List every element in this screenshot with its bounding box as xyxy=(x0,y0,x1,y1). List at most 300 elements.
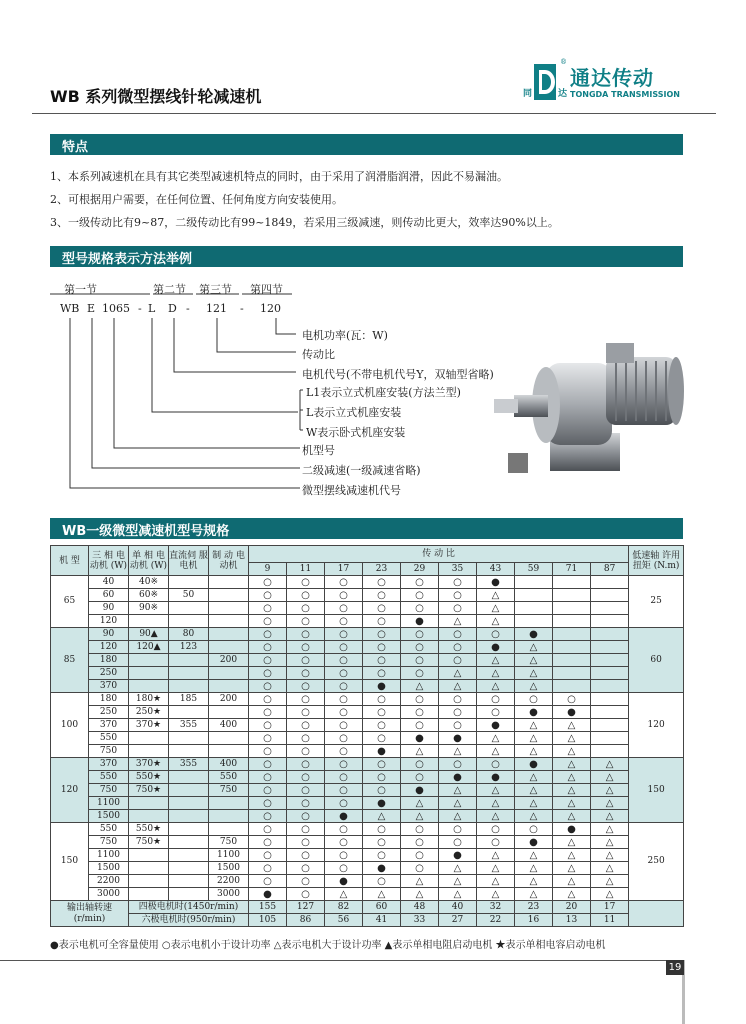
code-dash-3: - xyxy=(240,302,244,315)
table-row xyxy=(51,615,684,628)
brake-cell xyxy=(209,641,249,654)
ratio-mark-cell: △ xyxy=(553,732,591,745)
six-pole-speed: 86 xyxy=(287,914,325,927)
brake-cell: 2200 xyxy=(209,875,249,888)
table-row xyxy=(51,602,684,615)
single-phase-cell xyxy=(129,732,169,745)
ratio-mark-cell xyxy=(591,589,629,602)
six-pole-speed: 41 xyxy=(363,914,401,927)
ratio-mark-cell: △ xyxy=(553,745,591,758)
ratio-mark-cell: ○ xyxy=(249,823,287,836)
ratio-mark-cell: ○ xyxy=(363,784,401,797)
ratio-mark-cell: ● xyxy=(515,836,553,849)
ratio-mark-cell: ○ xyxy=(249,771,287,784)
ratio-mark-cell: ○ xyxy=(249,654,287,667)
ratio-mark-cell xyxy=(591,628,629,641)
three-phase-cell: 250 xyxy=(89,706,129,719)
ratio-mark-cell: ○ xyxy=(439,654,477,667)
ratio-mark-cell: ● xyxy=(515,628,553,641)
ratio-mark-cell: △ xyxy=(439,680,477,693)
ratio-mark-cell: ○ xyxy=(325,602,363,615)
ratio-mark-cell: △ xyxy=(477,810,515,823)
ratio-mark-cell: ○ xyxy=(325,771,363,784)
three-phase-cell: 370 xyxy=(89,719,129,732)
ratio-mark-cell: ○ xyxy=(515,693,553,706)
ratio-mark-cell xyxy=(553,615,591,628)
single-phase-cell: 90▲ xyxy=(129,628,169,641)
ratio-mark-cell: ○ xyxy=(249,849,287,862)
four-pole-speed: 32 xyxy=(477,901,515,914)
single-phase-cell xyxy=(129,849,169,862)
code-120: 120 xyxy=(260,302,281,315)
ratio-mark-cell: △ xyxy=(439,667,477,680)
ratio-mark-cell: ○ xyxy=(287,888,325,901)
single-phase-cell: 40※ xyxy=(129,576,169,589)
single-phase-cell xyxy=(129,810,169,823)
label-ratio: 传动比 xyxy=(302,348,335,361)
three-phase-cell: 370 xyxy=(89,680,129,693)
three-phase-cell: 90 xyxy=(89,602,129,615)
three-phase-cell: 370 xyxy=(89,758,129,771)
table-row xyxy=(51,758,684,771)
ratio-mark-cell: △ xyxy=(553,719,591,732)
six-pole-speed: 22 xyxy=(477,914,515,927)
ratio-mark-cell: ○ xyxy=(325,758,363,771)
ratio-mark-cell: △ xyxy=(515,719,553,732)
ratio-mark-cell: △ xyxy=(515,875,553,888)
section-label-2: 第二节 xyxy=(153,283,186,296)
model-heading-bar xyxy=(50,246,683,267)
ratio-mark-cell: ○ xyxy=(249,797,287,810)
gear-motor-image xyxy=(488,325,688,480)
ratio-mark-cell: ○ xyxy=(363,771,401,784)
dc-servo-cell xyxy=(169,797,209,810)
ratio-mark-cell: △ xyxy=(477,654,515,667)
ratio-mark-cell: ○ xyxy=(325,745,363,758)
ratio-mark-cell: △ xyxy=(401,680,439,693)
ratio-mark-cell xyxy=(591,693,629,706)
brake-cell xyxy=(209,602,249,615)
ratio-mark-cell: △ xyxy=(591,797,629,810)
ratio-mark-cell: ○ xyxy=(325,797,363,810)
code-dash-2: - xyxy=(186,302,190,315)
ratio-mark-cell: ○ xyxy=(401,823,439,836)
label-motor-power: 电机功率(瓦：W) xyxy=(302,329,388,342)
ratio-mark-cell: △ xyxy=(439,888,477,901)
ratio-mark-cell: ● xyxy=(363,745,401,758)
ratio-mark-cell: ○ xyxy=(249,576,287,589)
dc-servo-cell: 355 xyxy=(169,719,209,732)
ratio-mark-cell: △ xyxy=(515,732,553,745)
ratio-mark-cell: ○ xyxy=(553,693,591,706)
ratio-mark-cell: ○ xyxy=(363,615,401,628)
header-ratio: 传 动 比 xyxy=(249,546,629,563)
single-phase-cell: 750★ xyxy=(129,836,169,849)
ratio-mark-cell: ● xyxy=(477,576,515,589)
header-torque: 低速轴 许用扭矩 (N.m) xyxy=(629,546,684,576)
label-w-mount: W表示卧式机座安装 xyxy=(306,426,406,439)
ratio-mark-cell xyxy=(553,641,591,654)
dc-servo-cell xyxy=(169,680,209,693)
ratio-mark-cell: △ xyxy=(477,784,515,797)
ratio-mark-cell: ○ xyxy=(287,654,325,667)
ratio-mark-cell: ○ xyxy=(287,576,325,589)
table-row xyxy=(51,628,684,641)
single-phase-cell xyxy=(129,875,169,888)
ratio-mark-cell: ○ xyxy=(287,797,325,810)
ratio-mark-cell: ○ xyxy=(287,615,325,628)
three-phase-cell: 750 xyxy=(89,745,129,758)
ratio-mark-cell: ○ xyxy=(325,732,363,745)
ratio-mark-cell: ● xyxy=(363,797,401,810)
three-phase-cell: 1100 xyxy=(89,849,129,862)
ratio-mark-cell: ○ xyxy=(287,706,325,719)
ratio-mark-cell: ○ xyxy=(363,628,401,641)
ratio-mark-cell: ● xyxy=(477,641,515,654)
ratio-mark-cell: ○ xyxy=(287,667,325,680)
ratio-mark-cell: △ xyxy=(515,862,553,875)
ratio-mark-cell: ● xyxy=(439,732,477,745)
ratio-mark-cell: △ xyxy=(591,888,629,901)
ratio-mark-cell: ○ xyxy=(249,719,287,732)
table-row xyxy=(51,784,684,797)
ratio-mark-cell xyxy=(591,641,629,654)
table-heading: WB一级微型减速机型号规格 xyxy=(62,524,230,539)
table-row xyxy=(51,589,684,602)
dc-servo-cell xyxy=(169,810,209,823)
brake-cell xyxy=(209,589,249,602)
ratio-mark-cell: △ xyxy=(515,654,553,667)
ratio-mark-cell: ○ xyxy=(249,602,287,615)
ratio-mark-cell: △ xyxy=(515,784,553,797)
ratio-mark-cell xyxy=(515,615,553,628)
ratio-mark-cell: ○ xyxy=(249,706,287,719)
ratio-mark-cell xyxy=(591,745,629,758)
label-l1-mount: L1表示立式机座安装(方法兰型) xyxy=(306,386,461,399)
brake-cell: 750 xyxy=(209,784,249,797)
ratio-mark-cell: ● xyxy=(439,849,477,862)
three-phase-cell: 180 xyxy=(89,654,129,667)
three-phase-cell: 3000 xyxy=(89,888,129,901)
ratio-mark-cell: ○ xyxy=(325,823,363,836)
table-row xyxy=(51,836,684,849)
ratio-mark-cell: ○ xyxy=(363,836,401,849)
ratio-header: 29 xyxy=(401,563,439,576)
single-phase-cell: 750★ xyxy=(129,784,169,797)
ratio-mark-cell: △ xyxy=(515,641,553,654)
brake-cell: 200 xyxy=(209,693,249,706)
ratio-mark-cell: ○ xyxy=(325,719,363,732)
symbol-legend: ●表示电机可全容量使用 ○表示电机小于设计功率 △表示电机大于设计功率 ▲表示单相电阻启动电机 ★表示单相电容启动电机 xyxy=(50,940,606,951)
table-row xyxy=(51,797,684,810)
ratio-mark-cell: △ xyxy=(363,888,401,901)
footer-six-pole-label: 六极电机时(950r/min) xyxy=(129,914,249,927)
brake-cell xyxy=(209,667,249,680)
ratio-mark-cell: △ xyxy=(515,888,553,901)
three-phase-cell: 550 xyxy=(89,823,129,836)
ratio-header: 9 xyxy=(249,563,287,576)
ratio-mark-cell: ○ xyxy=(363,576,401,589)
brake-cell: 400 xyxy=(209,719,249,732)
single-phase-cell: 370★ xyxy=(129,719,169,732)
three-phase-cell: 2200 xyxy=(89,875,129,888)
dc-servo-cell xyxy=(169,849,209,862)
ratio-mark-cell: ○ xyxy=(439,576,477,589)
six-pole-speed: 11 xyxy=(591,914,629,927)
dc-servo-cell xyxy=(169,862,209,875)
ratio-mark-cell: ● xyxy=(553,706,591,719)
ratio-mark-cell: △ xyxy=(439,615,477,628)
ratio-mark-cell: △ xyxy=(591,771,629,784)
ratio-mark-cell xyxy=(553,667,591,680)
brake-cell: 1500 xyxy=(209,862,249,875)
ratio-mark-cell: △ xyxy=(553,810,591,823)
company-logo xyxy=(522,60,692,106)
ratio-mark-cell: △ xyxy=(401,797,439,810)
single-phase-cell xyxy=(129,862,169,875)
four-pole-speed: 23 xyxy=(515,901,553,914)
ratio-mark-cell: △ xyxy=(477,680,515,693)
torque-cell: 60 xyxy=(629,628,684,693)
ratio-mark-cell: ○ xyxy=(325,628,363,641)
ratio-mark-cell xyxy=(515,576,553,589)
ratio-mark-cell: ○ xyxy=(249,810,287,823)
ratio-mark-cell: ○ xyxy=(477,628,515,641)
ratio-mark-cell: △ xyxy=(553,836,591,849)
ratio-mark-cell: △ xyxy=(325,888,363,901)
ratio-mark-cell xyxy=(591,615,629,628)
ratio-mark-cell: △ xyxy=(591,849,629,862)
ratio-mark-cell: ○ xyxy=(363,758,401,771)
ratio-mark-cell: ○ xyxy=(363,823,401,836)
four-pole-speed: 82 xyxy=(325,901,363,914)
ratio-header: 23 xyxy=(363,563,401,576)
ratio-mark-cell: ○ xyxy=(401,576,439,589)
ratio-mark-cell: ○ xyxy=(363,641,401,654)
brake-cell: 400 xyxy=(209,758,249,771)
ratio-mark-cell: ○ xyxy=(287,862,325,875)
ratio-mark-cell xyxy=(591,719,629,732)
ratio-mark-cell: △ xyxy=(591,862,629,875)
ratio-mark-cell: ○ xyxy=(325,784,363,797)
table-row xyxy=(51,745,684,758)
three-phase-cell: 250 xyxy=(89,667,129,680)
table-row xyxy=(51,654,684,667)
table-row xyxy=(51,693,684,706)
three-phase-cell: 1500 xyxy=(89,862,129,875)
table-row xyxy=(51,849,684,862)
three-phase-cell: 550 xyxy=(89,732,129,745)
logo-english-name: TONGDA TRANSMISSION xyxy=(570,90,680,99)
dc-servo-cell: 50 xyxy=(169,589,209,602)
feature-item-2: 2、可根据用户需要，在任何位置、任何角度方向安装使用。 xyxy=(50,193,343,206)
ratio-mark-cell: ○ xyxy=(363,589,401,602)
feature-item-1: 1、本系列减速机在具有其它类型减速机特点的同时，由于采用了润滑脂润滑，因此不易漏油。 xyxy=(50,170,508,183)
ratio-mark-cell: △ xyxy=(477,875,515,888)
brake-cell xyxy=(209,797,249,810)
table-row xyxy=(51,862,684,875)
six-pole-speed: 13 xyxy=(553,914,591,927)
ratio-mark-cell xyxy=(515,589,553,602)
ratio-mark-cell: ○ xyxy=(363,875,401,888)
table-heading-bar xyxy=(50,518,683,539)
dc-servo-cell xyxy=(169,667,209,680)
dc-servo-cell xyxy=(169,706,209,719)
ratio-mark-cell: △ xyxy=(591,823,629,836)
ratio-mark-cell: △ xyxy=(477,849,515,862)
ratio-mark-cell: ○ xyxy=(249,732,287,745)
spec-table xyxy=(50,545,684,927)
code-1065: 1065 xyxy=(102,302,130,315)
ratio-mark-cell: ○ xyxy=(287,641,325,654)
ratio-mark-cell: △ xyxy=(553,875,591,888)
ratio-mark-cell: ● xyxy=(515,758,553,771)
ratio-mark-cell: △ xyxy=(439,810,477,823)
ratio-mark-cell: △ xyxy=(553,888,591,901)
logo-mark-right: 达 xyxy=(558,89,568,99)
code-wb: WB xyxy=(60,302,80,315)
ratio-mark-cell: ● xyxy=(401,732,439,745)
table-row xyxy=(51,706,684,719)
ratio-mark-cell: ○ xyxy=(287,784,325,797)
six-pole-speed: 27 xyxy=(439,914,477,927)
table-row xyxy=(51,732,684,745)
brake-cell: 750 xyxy=(209,836,249,849)
ratio-mark-cell: △ xyxy=(515,680,553,693)
ratio-mark-cell: ○ xyxy=(439,693,477,706)
ratio-mark-cell: △ xyxy=(401,888,439,901)
ratio-mark-cell: ○ xyxy=(325,589,363,602)
single-phase-cell xyxy=(129,797,169,810)
three-phase-cell: 750 xyxy=(89,784,129,797)
ratio-mark-cell: ● xyxy=(325,810,363,823)
ratio-mark-cell: △ xyxy=(439,862,477,875)
ratio-mark-cell: ○ xyxy=(249,615,287,628)
three-phase-cell: 750 xyxy=(89,836,129,849)
header-model: 机 型 xyxy=(51,546,89,576)
three-phase-cell: 60 xyxy=(89,589,129,602)
brake-cell xyxy=(209,745,249,758)
features-heading-bar xyxy=(50,134,683,155)
ratio-mark-cell: ○ xyxy=(401,719,439,732)
ratio-mark-cell: ○ xyxy=(363,706,401,719)
ratio-mark-cell: △ xyxy=(401,745,439,758)
ratio-mark-cell: ○ xyxy=(287,693,325,706)
single-phase-cell: 550★ xyxy=(129,771,169,784)
ratio-mark-cell: △ xyxy=(553,862,591,875)
section-label-4: 第四节 xyxy=(250,283,283,296)
ratio-mark-cell: △ xyxy=(477,589,515,602)
ratio-mark-cell: ○ xyxy=(439,706,477,719)
features-heading: 特点 xyxy=(62,140,89,155)
ratio-mark-cell: △ xyxy=(439,784,477,797)
ratio-mark-cell: ○ xyxy=(287,602,325,615)
brake-cell: 550 xyxy=(209,771,249,784)
dc-servo-cell xyxy=(169,602,209,615)
ratio-mark-cell xyxy=(553,628,591,641)
dc-servo-cell xyxy=(169,823,209,836)
footer-four-pole-label: 四极电机时(1450r/min) xyxy=(129,901,249,914)
ratio-mark-cell: ○ xyxy=(287,589,325,602)
four-pole-speed: 40 xyxy=(439,901,477,914)
brake-cell xyxy=(209,810,249,823)
ratio-mark-cell xyxy=(591,576,629,589)
dc-servo-cell xyxy=(169,875,209,888)
ratio-mark-cell: ○ xyxy=(363,732,401,745)
ratio-mark-cell: ○ xyxy=(401,849,439,862)
dc-servo-cell xyxy=(169,576,209,589)
ratio-mark-cell: ○ xyxy=(401,836,439,849)
ratio-mark-cell: △ xyxy=(591,836,629,849)
ratio-mark-cell: ○ xyxy=(249,589,287,602)
single-phase-cell: 370★ xyxy=(129,758,169,771)
single-phase-cell: 180★ xyxy=(129,693,169,706)
single-phase-cell: 90※ xyxy=(129,602,169,615)
ratio-mark-cell: △ xyxy=(477,667,515,680)
ratio-mark-cell: ○ xyxy=(325,706,363,719)
ratio-mark-cell: ○ xyxy=(287,771,325,784)
ratio-mark-cell: ○ xyxy=(477,706,515,719)
six-pole-speed: 16 xyxy=(515,914,553,927)
page-number: 19 xyxy=(666,960,684,975)
ratio-mark-cell xyxy=(553,680,591,693)
table-row xyxy=(51,888,684,901)
ratio-mark-cell: ○ xyxy=(249,745,287,758)
table-row xyxy=(51,641,684,654)
single-phase-cell: 550★ xyxy=(129,823,169,836)
dc-servo-cell xyxy=(169,784,209,797)
brake-cell: 3000 xyxy=(209,888,249,901)
ratio-mark-cell: ○ xyxy=(287,823,325,836)
ratio-mark-cell: ○ xyxy=(287,680,325,693)
ratio-mark-cell: ○ xyxy=(439,589,477,602)
ratio-mark-cell: ○ xyxy=(249,693,287,706)
ratio-mark-cell: ○ xyxy=(515,823,553,836)
label-motor-code: 电机代号(不带电机代号Y，双轴型省略) xyxy=(302,368,494,381)
dc-servo-cell xyxy=(169,836,209,849)
header-dc-servo: 直流伺 服电机 xyxy=(169,546,209,576)
ratio-mark-cell xyxy=(591,732,629,745)
ratio-mark-cell: ○ xyxy=(287,745,325,758)
four-pole-speed: 17 xyxy=(591,901,629,914)
ratio-mark-cell: △ xyxy=(477,888,515,901)
ratio-mark-cell: ○ xyxy=(287,719,325,732)
three-phase-cell: 180 xyxy=(89,693,129,706)
table-row xyxy=(51,680,684,693)
ratio-mark-cell xyxy=(591,602,629,615)
ratio-mark-cell xyxy=(553,602,591,615)
ratio-mark-cell: ○ xyxy=(287,849,325,862)
ratio-mark-cell: ○ xyxy=(439,602,477,615)
code-121: 121 xyxy=(206,302,227,315)
ratio-mark-cell: ○ xyxy=(287,875,325,888)
brake-cell xyxy=(209,732,249,745)
six-pole-speed: 105 xyxy=(249,914,287,927)
three-phase-cell: 120 xyxy=(89,641,129,654)
table-row xyxy=(51,823,684,836)
four-pole-speed: 60 xyxy=(363,901,401,914)
logo-chinese-name: 通达传动 xyxy=(570,66,654,90)
dc-servo-cell: 355 xyxy=(169,758,209,771)
single-phase-cell: 120▲ xyxy=(129,641,169,654)
section-label-3: 第三节 xyxy=(199,283,232,296)
ratio-mark-cell xyxy=(553,589,591,602)
single-phase-cell xyxy=(129,615,169,628)
ratio-mark-cell xyxy=(591,654,629,667)
ratio-mark-cell: ○ xyxy=(363,849,401,862)
brake-cell xyxy=(209,706,249,719)
ratio-mark-cell: △ xyxy=(477,797,515,810)
